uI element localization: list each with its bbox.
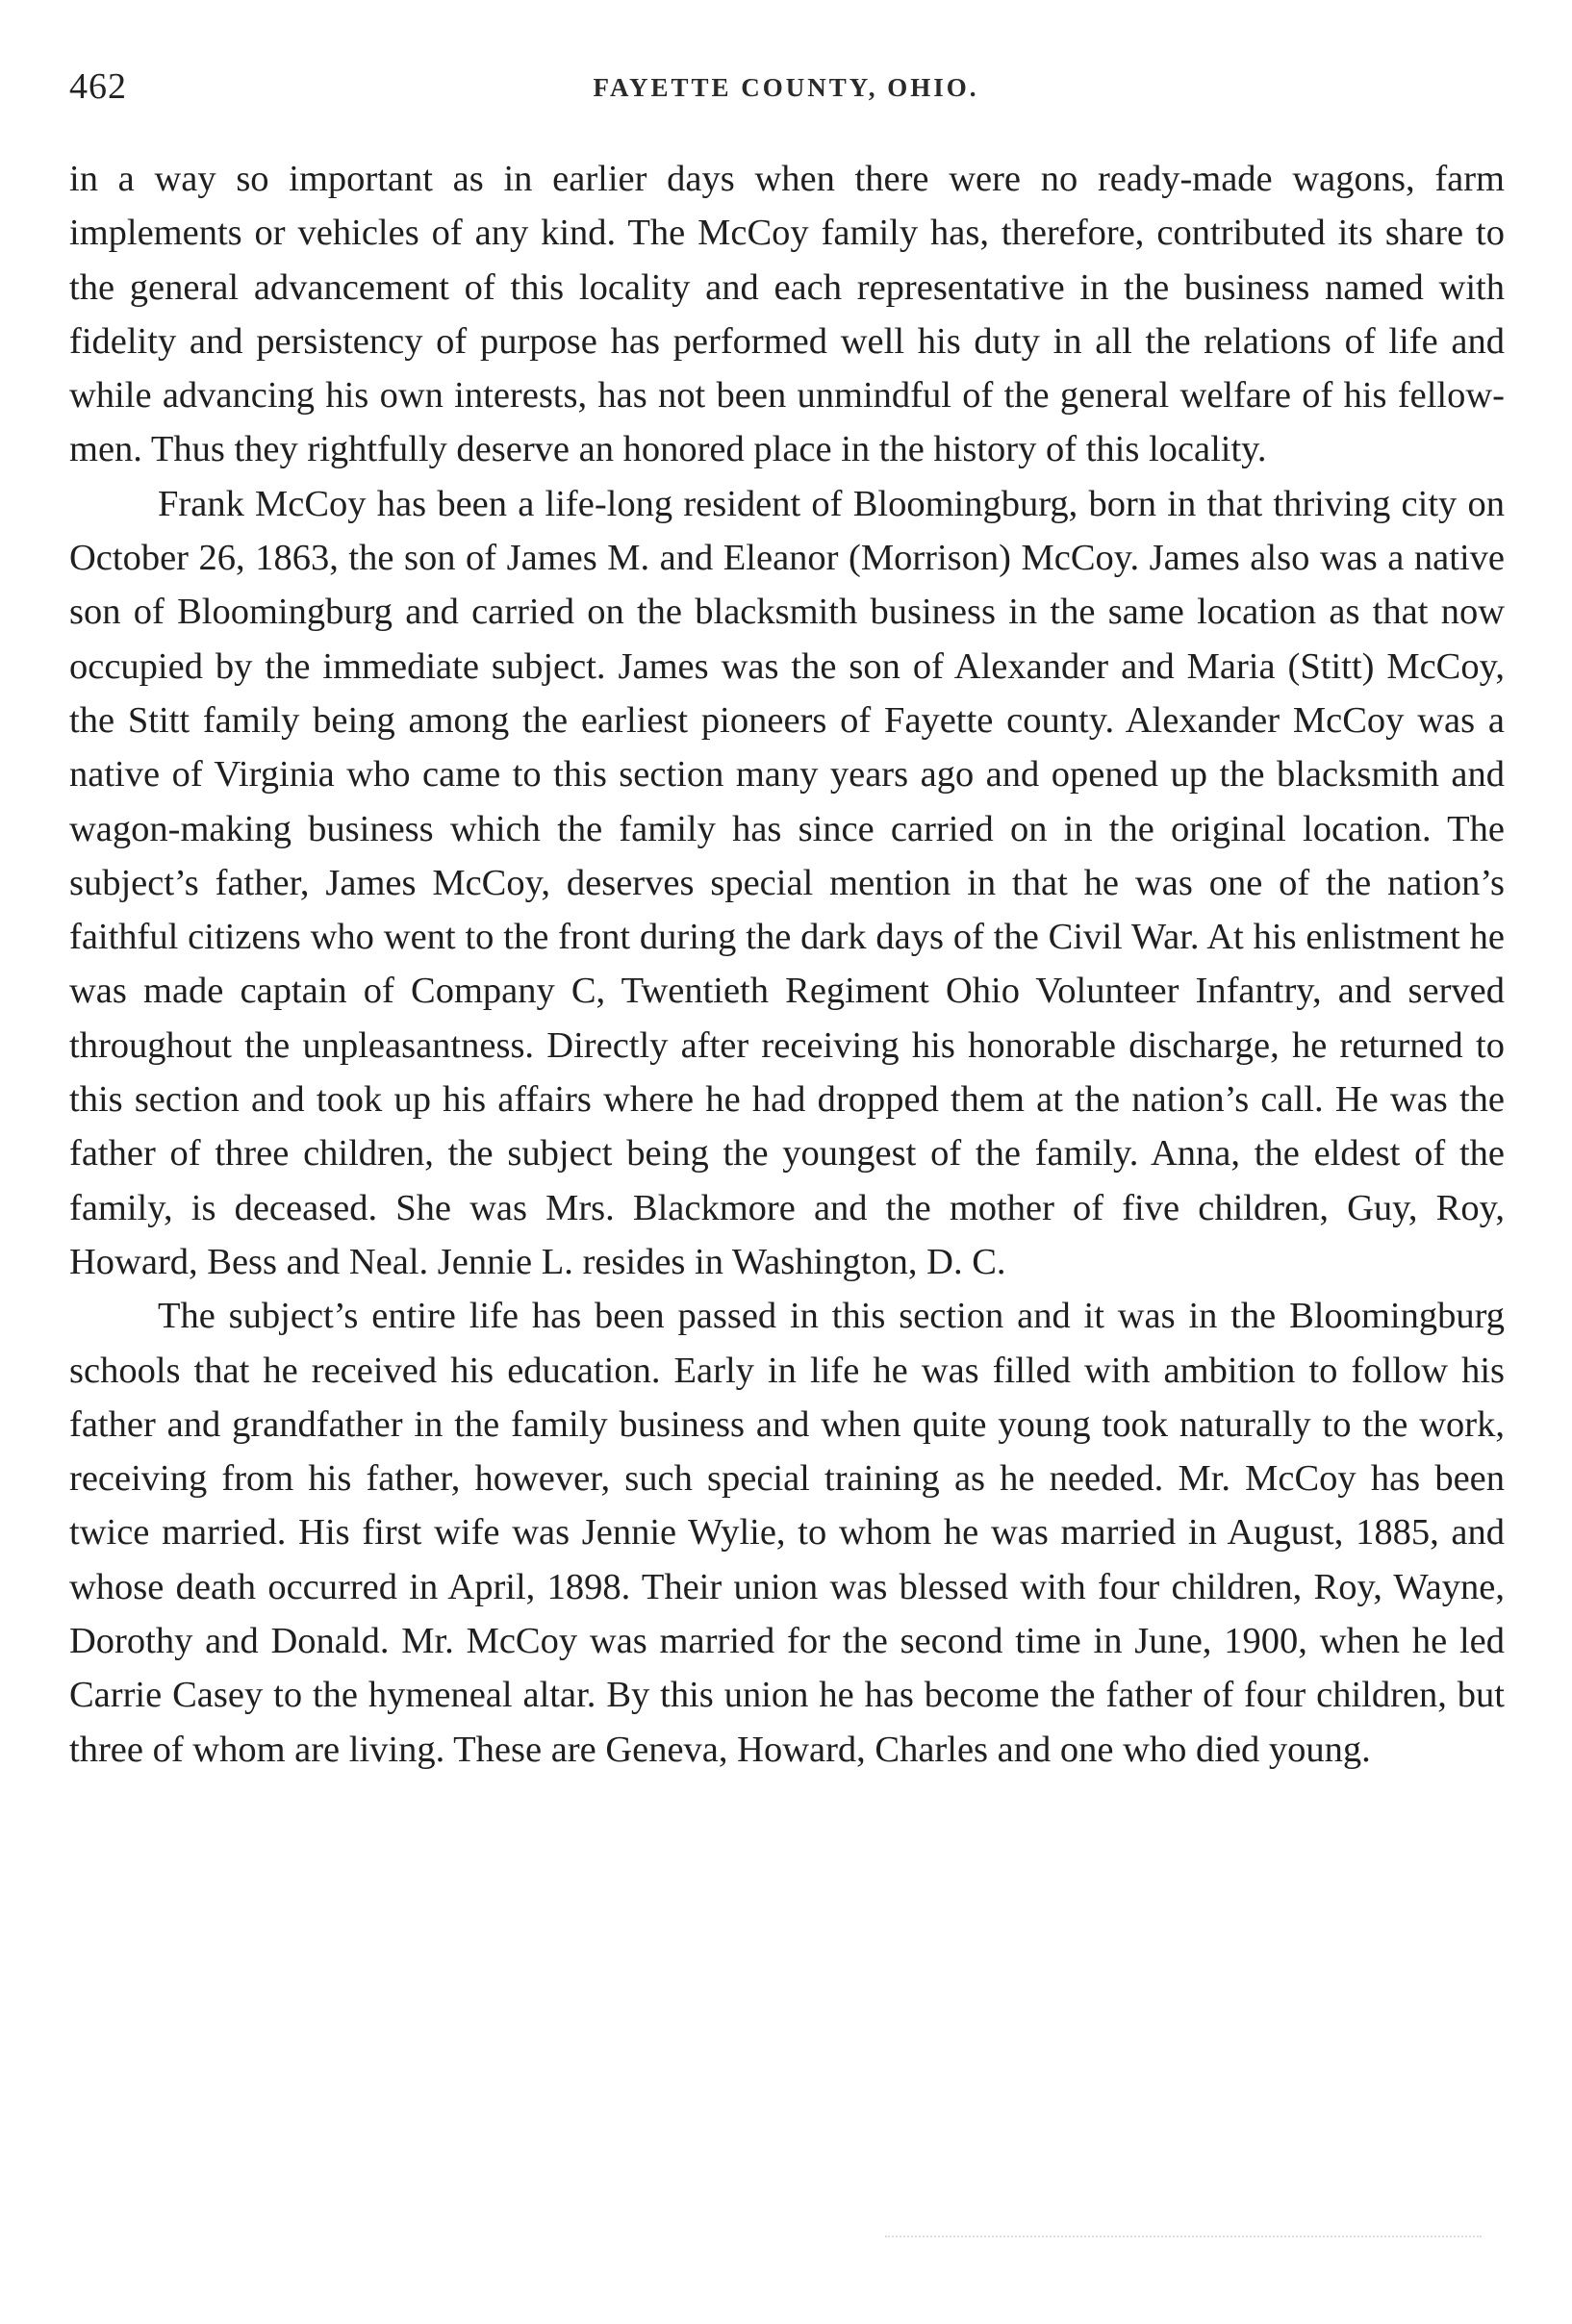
page-number: 462 [69,66,127,107]
paragraph-frank-mccoy: Frank McCoy has been a life-long resident of Bloomingburg, born in that thriving city on October 26, 1863, the son of James M. and Eleanor (Morrison) McCoy. James also was a native son of Bloomingburg and carried on the blacksmith business in the same location as that now occupied by the immediate subject. James was the son of Alexander and Maria (Stitt) McCoy, the Stitt family being among the earliest pioneers of Fayette county. Alexander McCoy was a native of Virginia who came to this section many years ago and opened up the blacksmith and wagon-making business which the family has since carried on in the original location. The subject’s father, James McCoy, deserves special mention in that he was one of the nation’s faithful citizens who went to the front during the dark days of the Civil War. At his enlistment he was made captain of Company C, Twentieth Regiment Ohio Volunteer Infantry, and served throughout the unpleasantness. Directly after receiving his honorable discharge, he returned to this section and took up his affairs where he had dropped them at the nation’s call. He was the father of three children, the subject being the youngest of the family. Anna, the eldest of the family, is deceased. She was Mrs. Blackmore and the mother of five children, Guy, Roy, Howard, Bess and Neal. Jennie L. resides in Washington, D. C. [69,483,1505,1282]
paragraph-continued: in a way so important as in earlier days when there were no ready-made wagons, farm implements or vehicles of any kind. The McCoy family has, therefore, contributed its share to the general advancement of this locality and each representative in the business named with fidelity and persistency of purpose has performed well his duty in all the relations of life and while advancing his own interests, has not been unmindful of the general welfare of his fellow-men. Thus they rightfully deserve an honored place in the history of this locality. [69,159,1505,470]
scan-artifact-marks [885,2222,1482,2237]
body-text [69,152,1505,1777]
running-header [69,65,1503,123]
paragraph-subject-life: The subject’s entire life has been passed in this section and it was in the Bloomingburg schools that he received his education. Early in life he was filled with ambition to follow his father and grandfather in the family business and when quite young took naturally to the work, receiving from his father, however, such special training as he needed. Mr. McCoy has been twice married. His first wife was Jennie Wylie, to whom he was married in August, 1885, and whose death occurred in April, 1898. Their union was blessed with four children, Roy, Wayne, Dorothy and Donald. Mr. McCoy was married for the second time in June, 1900, when he led Carrie Casey to the hymeneal altar. By this union he has become the father of four children, but three of whom are living. These are Geneva, Howard, Charles and one who died young. [69,1296,1505,1770]
running-title: FAYETTE COUNTY, OHIO. [593,73,979,102]
